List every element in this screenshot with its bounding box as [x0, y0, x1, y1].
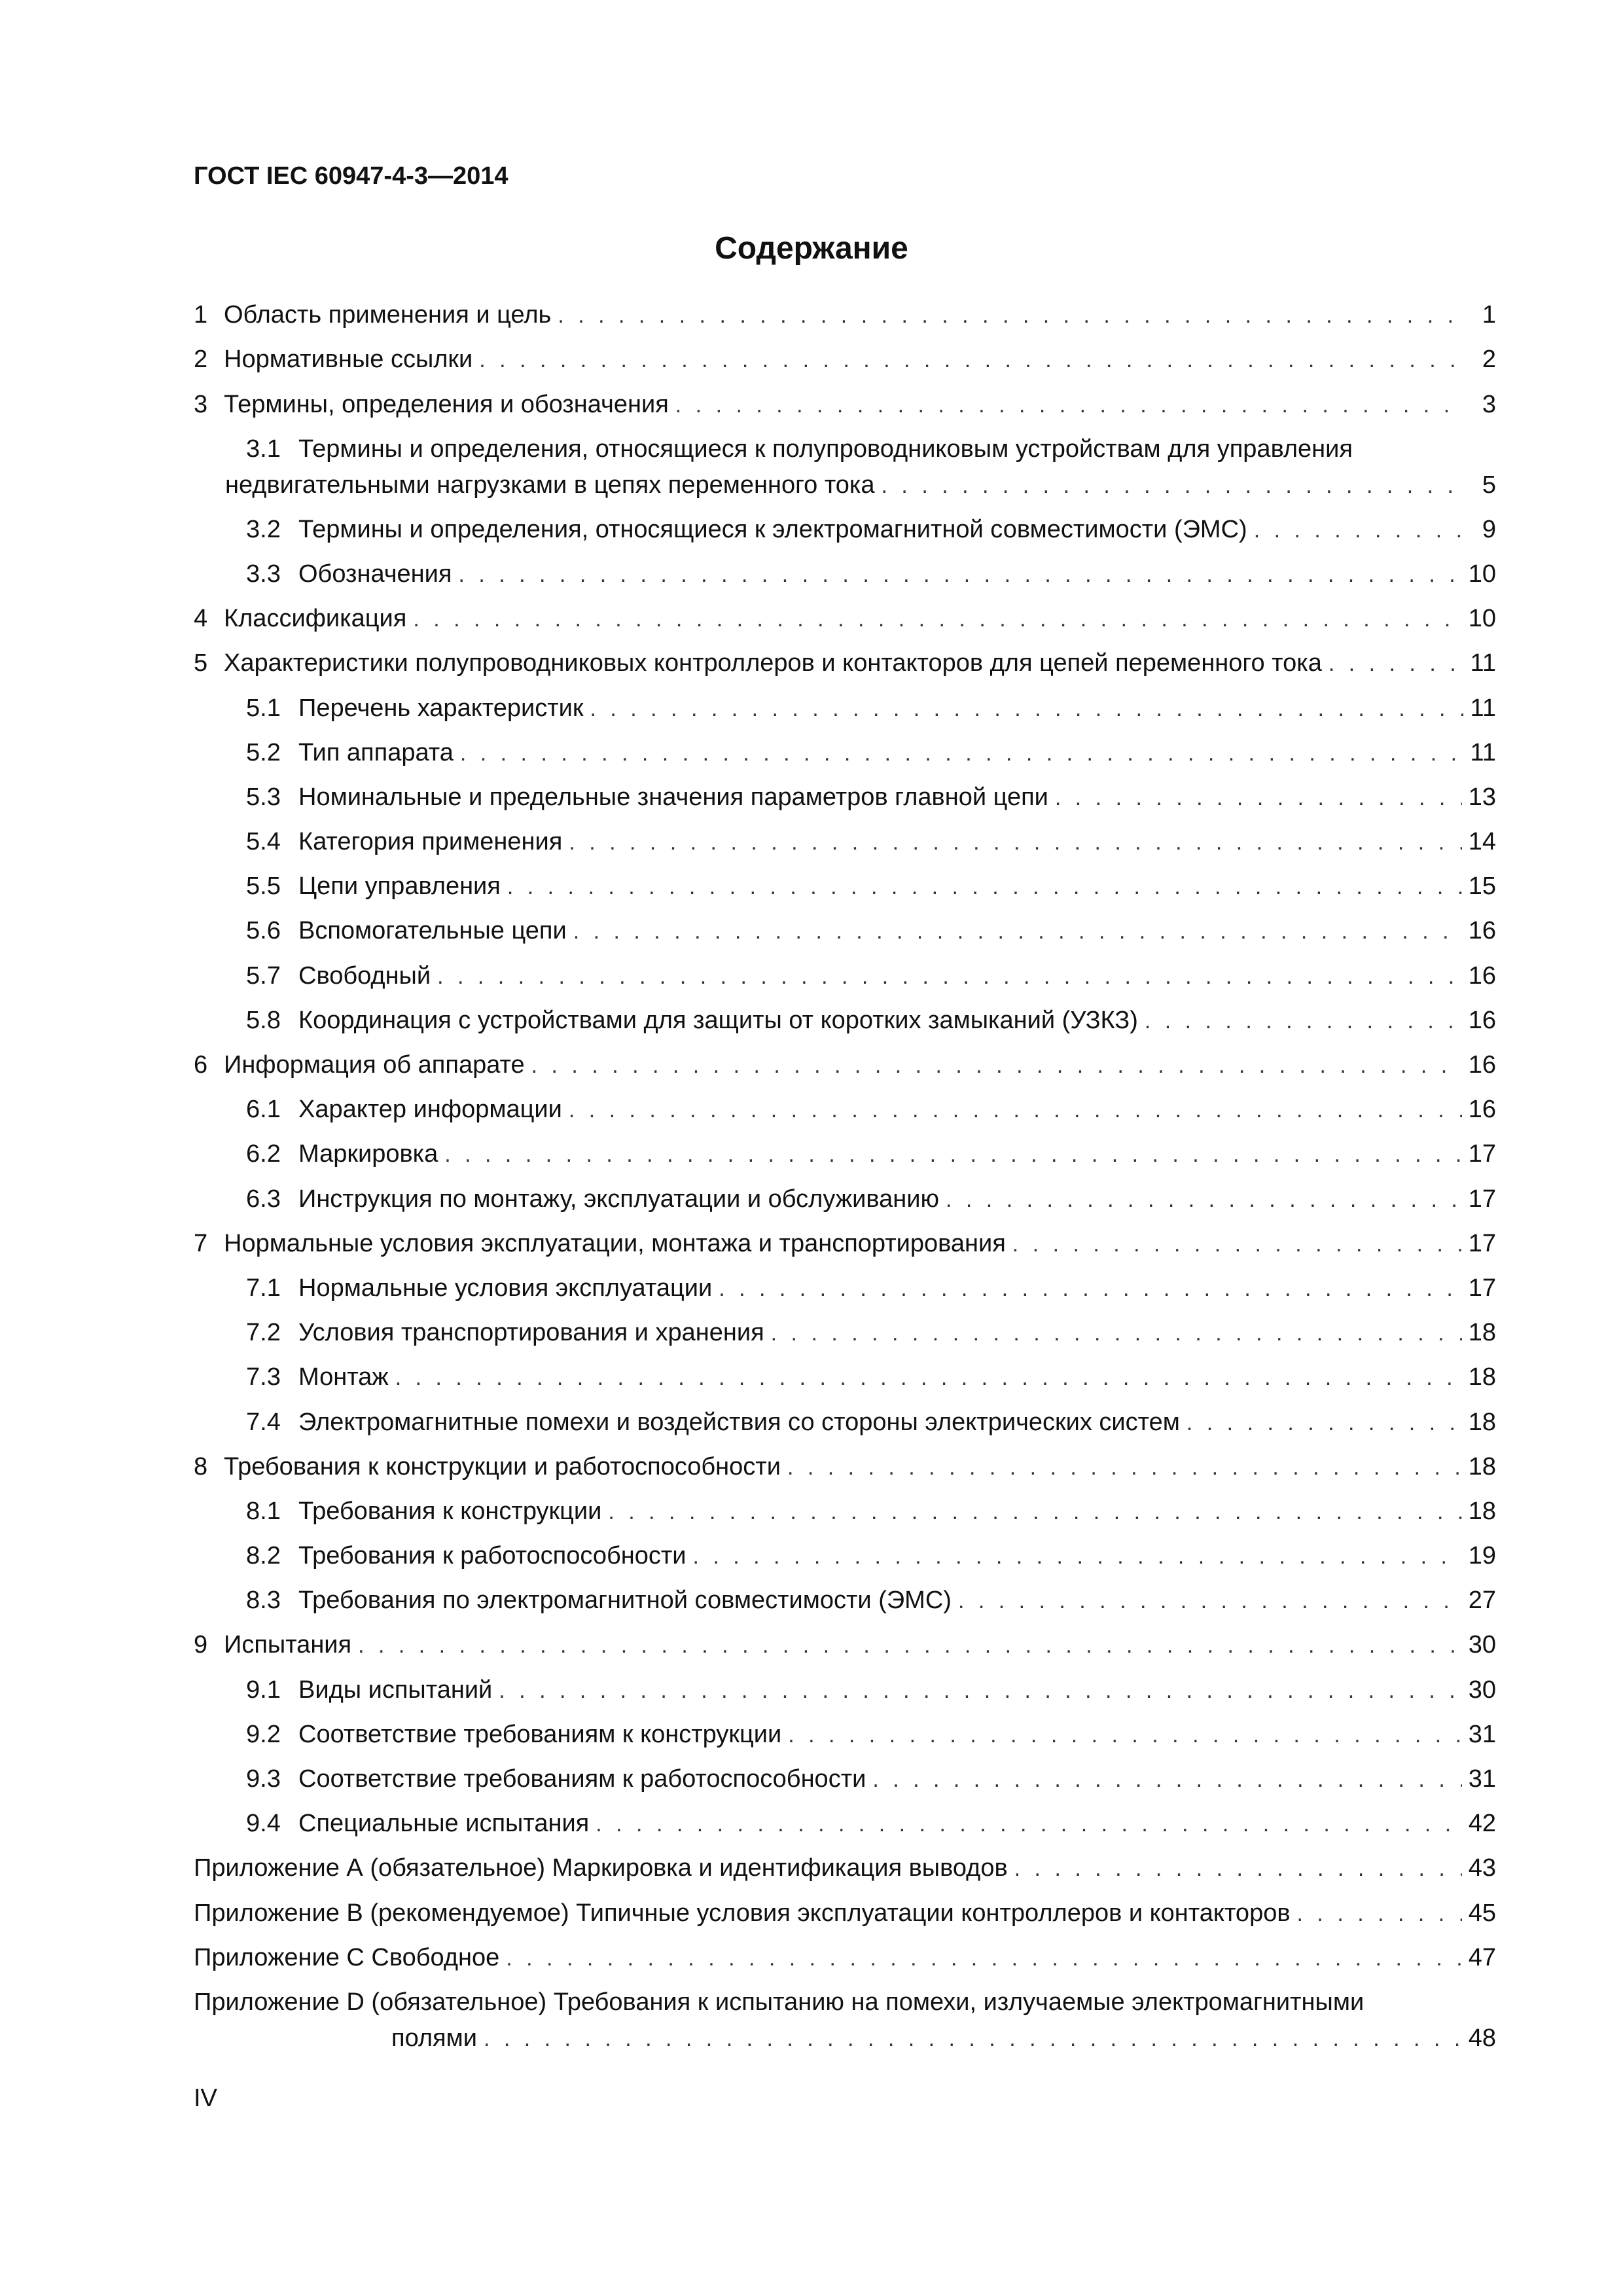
toc-page-number: 19 [1468, 1542, 1496, 1570]
dot-leader [458, 562, 1461, 588]
toc-title: Область применения и цель [224, 301, 552, 329]
toc-page-number: 31 [1468, 1720, 1496, 1748]
toc-number: 3.1 [246, 435, 281, 463]
toc-number: 6.1 [246, 1096, 281, 1124]
toc-page-number: 17 [1468, 1185, 1496, 1213]
toc-number: 9 [194, 1631, 208, 1659]
toc-entry[interactable] [194, 1761, 1496, 1806]
dot-leader [1186, 1410, 1462, 1436]
toc-entry[interactable] [194, 1047, 1496, 1092]
toc-page-number: 10 [1468, 560, 1496, 588]
toc-entry-appendix[interactable] [194, 1984, 1496, 2065]
toc-entry[interactable] [194, 1359, 1496, 1404]
toc-entry[interactable] [194, 735, 1496, 780]
toc-number: 1 [194, 301, 208, 329]
toc-entry[interactable] [194, 1672, 1496, 1716]
dot-leader [444, 1142, 1461, 1168]
toc-title: Приложение С Свободное [194, 1943, 500, 1971]
toc-page-number: 1 [1482, 301, 1496, 329]
toc-number: 8.3 [246, 1587, 281, 1615]
toc-entry[interactable] [194, 1583, 1496, 1627]
toc-title: Соответствие требованиям к работоспособности [298, 1765, 866, 1793]
dot-leader [573, 919, 1462, 944]
document-code: ГОСТ IEC 60947-4-3—2014 [194, 162, 508, 190]
toc-number: 7.1 [246, 1274, 281, 1302]
toc-title: Термины и определения, относящиеся к электромагнитной совместимости (ЭМС) [298, 515, 1247, 543]
dot-leader [569, 1098, 1462, 1123]
toc-number: 8.2 [246, 1542, 281, 1570]
dot-leader [499, 1678, 1461, 1704]
toc-entry[interactable] [194, 1538, 1496, 1583]
toc-number: 9.2 [246, 1720, 281, 1748]
toc-page-number: 13 [1468, 783, 1496, 811]
toc-title: Требования к конструкции [298, 1497, 602, 1525]
toc-title: Вспомогательные цепи [298, 917, 567, 945]
toc-title: Нормативные ссылки [224, 346, 473, 374]
toc-entry[interactable] [194, 1270, 1496, 1315]
page-title: Содержание [715, 231, 908, 266]
toc-title: Свободный [298, 961, 431, 990]
toc-entry[interactable] [194, 1449, 1496, 1494]
toc-title: Обозначения [298, 560, 452, 588]
toc-title: Виды испытаний [298, 1676, 493, 1704]
toc-number: 8 [194, 1452, 208, 1480]
toc-entry[interactable] [194, 1226, 1496, 1270]
toc-title-line1: Термины и определения, относящиеся к полупроводниковым устройствам для управления [298, 435, 1353, 463]
toc-entry[interactable] [194, 297, 1496, 342]
toc-title: Приложение А (обязательное) Маркировка и идентификация выводов [194, 1854, 1008, 1882]
toc-page-number: 17 [1468, 1229, 1496, 1257]
toc-entry[interactable] [194, 1136, 1496, 1181]
toc-page-number: 15 [1468, 872, 1496, 901]
toc-entry[interactable] [194, 556, 1496, 601]
dot-leader [872, 1767, 1461, 1793]
toc-page-number: 30 [1468, 1631, 1496, 1659]
dot-leader [590, 696, 1463, 722]
toc-page-number: 17 [1468, 1140, 1496, 1168]
toc-entry[interactable] [194, 645, 1496, 690]
toc-entry[interactable] [194, 1315, 1496, 1359]
dot-leader [484, 2026, 1462, 2052]
toc-title: Тип аппарата [298, 738, 454, 766]
toc-title: Условия транспортирования и хранения [298, 1319, 764, 1347]
dot-leader [569, 830, 1461, 855]
dot-leader [1297, 1901, 1462, 1927]
toc-entry[interactable] [194, 780, 1496, 824]
dot-leader [608, 1499, 1461, 1525]
toc-page-number: 27 [1468, 1587, 1496, 1615]
toc-entry[interactable] [194, 690, 1496, 734]
toc-entry[interactable] [194, 1092, 1496, 1136]
dot-leader [946, 1187, 1462, 1213]
toc-page-number: 16 [1468, 917, 1496, 945]
toc-number: 5.7 [246, 961, 281, 990]
toc-page-number: 16 [1468, 1051, 1496, 1079]
toc-page-number: 11 [1470, 649, 1496, 677]
page-number: IV [194, 2085, 217, 2112]
dot-leader [692, 1544, 1461, 1570]
toc-number: 5.3 [246, 783, 281, 811]
toc-number: 4 [194, 605, 208, 633]
dot-leader [958, 1588, 1462, 1614]
toc-page-number: 11 [1470, 738, 1496, 766]
toc-number: 5 [194, 649, 208, 677]
toc-page-number: 11 [1470, 694, 1496, 722]
toc-number: 5.5 [246, 872, 281, 901]
toc-number: 7 [194, 1229, 208, 1257]
toc-number: 7.2 [246, 1319, 281, 1347]
toc-page-number: 2 [1482, 346, 1496, 374]
dot-leader [506, 1946, 1461, 1971]
toc-title: Характеристики полупроводниковых контроллеров и контакторов для цепей переменного тока [224, 649, 1322, 677]
toc-number: 6 [194, 1051, 208, 1079]
toc-title: Испытания [224, 1631, 352, 1659]
toc-page-number: 18 [1468, 1497, 1496, 1525]
dot-leader [358, 1633, 1462, 1659]
toc-number: 5.8 [246, 1006, 281, 1034]
dot-leader [507, 874, 1462, 900]
dot-leader [788, 1723, 1462, 1748]
dot-leader [1055, 785, 1462, 811]
toc-page-number: 16 [1468, 1006, 1496, 1034]
toc-entry[interactable] [194, 1627, 1496, 1672]
toc-number: 3 [194, 390, 208, 418]
toc-title: Нормальные условия эксплуатации, монтажа и транспортирования [224, 1229, 1006, 1257]
toc-page-number: 16 [1468, 1096, 1496, 1124]
toc-entry-appendix[interactable] [194, 1895, 1496, 1939]
toc-entry[interactable] [194, 1181, 1496, 1225]
dot-leader [1329, 651, 1463, 677]
toc-page-number: 16 [1468, 961, 1496, 990]
toc-title: Маркировка [298, 1140, 438, 1168]
dot-leader [531, 1053, 1462, 1079]
dot-leader [1014, 1856, 1462, 1882]
toc-title: Требования к конструкции и работоспособности [224, 1452, 781, 1480]
toc-title: Нормальные условия эксплуатации [298, 1274, 713, 1302]
dot-leader [437, 964, 1462, 990]
dot-leader [413, 607, 1461, 632]
toc-page-number: 42 [1468, 1810, 1496, 1838]
toc-page-number: 9 [1482, 515, 1496, 543]
toc-entry-appendix[interactable] [194, 1940, 1496, 1984]
toc-entry[interactable] [194, 431, 1496, 512]
toc-entry[interactable] [194, 386, 1496, 431]
toc-page-number: 43 [1468, 1854, 1496, 1882]
toc-entry[interactable] [194, 1404, 1496, 1448]
toc-number: 5.2 [246, 738, 281, 766]
toc-number: 9.1 [246, 1676, 281, 1704]
toc-title: Цепи управления [298, 872, 501, 901]
toc-number: 5.1 [246, 694, 281, 722]
toc-title: Соответствие требованиям к конструкции [298, 1720, 782, 1748]
toc-entry[interactable] [194, 913, 1496, 958]
toc-number: 6.3 [246, 1185, 281, 1213]
toc-entry[interactable] [194, 824, 1496, 869]
toc-title: Монтаж [298, 1363, 389, 1391]
dot-leader [1145, 1009, 1462, 1034]
toc-number: 3.2 [246, 515, 281, 543]
toc-page-number: 17 [1468, 1274, 1496, 1302]
toc-title: Термины, определения и обозначения [224, 390, 669, 418]
toc-entry[interactable] [194, 869, 1496, 913]
toc-number: 8.1 [246, 1497, 281, 1525]
toc-page-number: 10 [1468, 605, 1496, 633]
toc-title-line1: Приложение D (обязательное) Требования к испытанию на помехи, излучаемые электромагнитными [194, 1988, 1364, 2016]
toc-page-number: 3 [1482, 390, 1496, 418]
dot-leader [719, 1276, 1462, 1302]
toc-page-number: 45 [1468, 1899, 1496, 1927]
dot-leader [787, 1455, 1462, 1480]
toc-title-line2: недвигательными нагрузками в цепях переменного тока [225, 471, 875, 499]
toc-title: Перечень характеристик [298, 694, 584, 722]
toc-title: Номинальные и предельные значения параметров главной цепи [298, 783, 1048, 811]
toc-page-number: 18 [1468, 1319, 1496, 1347]
toc-page-number: 14 [1468, 828, 1496, 856]
toc-page-number: 47 [1468, 1943, 1496, 1971]
dot-leader [1254, 518, 1463, 543]
toc-entry-appendix[interactable] [194, 1850, 1496, 1895]
toc-number: 5.4 [246, 828, 281, 856]
toc-title: Электромагнитные помехи и воздействия со стороны электрических систем [298, 1408, 1180, 1436]
toc-number: 9.4 [246, 1810, 281, 1838]
dot-leader [460, 741, 1463, 766]
dot-leader [675, 393, 1463, 418]
toc-title: Координация с устройствами для защиты от коротких замыканий (УЗКЗ) [298, 1006, 1138, 1034]
toc-page-number: 18 [1468, 1452, 1496, 1480]
toc-number: 9.3 [246, 1765, 281, 1793]
toc-page-number: 31 [1468, 1765, 1496, 1793]
toc-number: 2 [194, 346, 208, 374]
toc-number: 7.3 [246, 1363, 281, 1391]
toc-title: Приложение В (рекомендуемое) Типичные условия эксплуатации контроллеров и контакторов [194, 1899, 1291, 1927]
toc-entry[interactable] [194, 958, 1496, 1002]
dot-leader [395, 1365, 1462, 1391]
toc-page-number: 18 [1468, 1408, 1496, 1436]
table-of-contents [194, 297, 1496, 2065]
toc-title: Специальные испытания [298, 1810, 590, 1838]
dot-leader [479, 348, 1463, 373]
toc-page-number: 5 [1482, 471, 1496, 499]
toc-page-number: 30 [1468, 1676, 1496, 1704]
toc-entry[interactable] [194, 1003, 1496, 1047]
toc-title: Информация об аппарате [224, 1051, 525, 1079]
toc-number: 6.2 [246, 1140, 281, 1168]
toc-entry[interactable] [194, 601, 1496, 645]
toc-title: Требования к работоспособности [298, 1542, 687, 1570]
dot-leader [558, 303, 1463, 329]
dot-leader [771, 1321, 1462, 1346]
toc-entry[interactable] [194, 342, 1496, 386]
toc-number: 3.3 [246, 560, 281, 588]
dot-leader [882, 473, 1463, 499]
toc-title: Характер информации [298, 1096, 562, 1124]
toc-entry[interactable] [194, 1494, 1496, 1538]
toc-number: 7.4 [246, 1408, 281, 1436]
toc-number: 5.6 [246, 917, 281, 945]
toc-entry[interactable] [194, 512, 1496, 556]
toc-title: Классификация [224, 605, 407, 633]
dot-leader [596, 1812, 1461, 1837]
toc-title-line2: полями [391, 2024, 477, 2052]
toc-entry[interactable] [194, 1717, 1496, 1761]
toc-title: Категория применения [298, 828, 563, 856]
toc-page-number: 18 [1468, 1363, 1496, 1391]
toc-title: Требования по электромагнитной совместимости (ЭМС) [298, 1587, 952, 1615]
toc-entry[interactable] [194, 1806, 1496, 1850]
dot-leader [1012, 1232, 1462, 1257]
toc-title: Инструкция по монтажу, эксплуатации и обслуживанию [298, 1185, 940, 1213]
toc-page-number: 48 [1468, 2024, 1496, 2052]
